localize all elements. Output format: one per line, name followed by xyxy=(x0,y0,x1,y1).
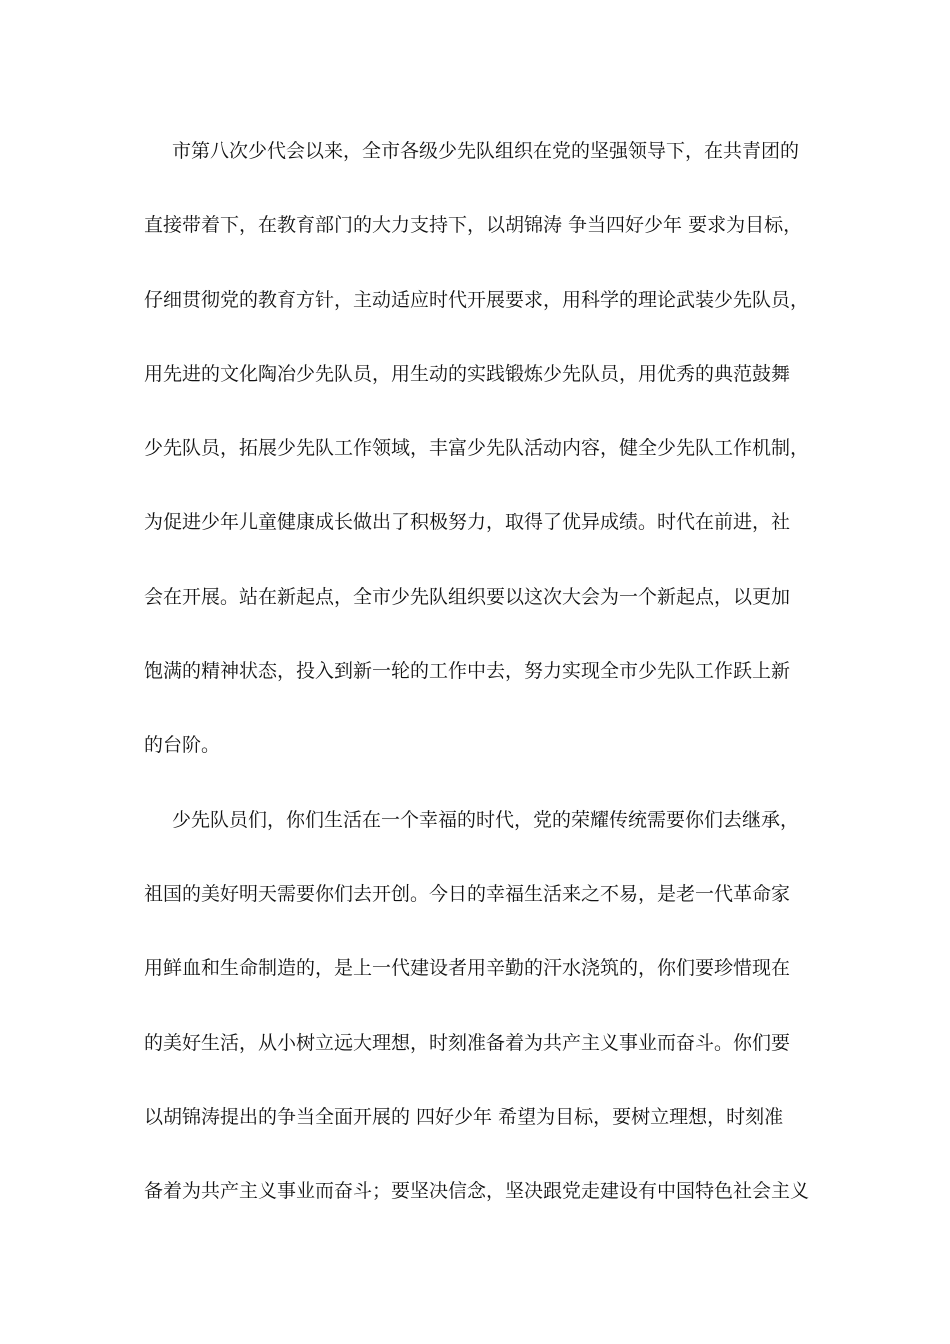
paragraph-2 xyxy=(144,797,810,1243)
paragraph-1 xyxy=(144,128,810,797)
text-line: 少先队员们，你们生活在一个幸福的时代，党的荣耀传统需要你们去继承， xyxy=(172,808,800,831)
text-line: 祖国的美好明天需要你们去开创。今日的幸福生活来之不易，是老一代革命家 xyxy=(144,882,791,905)
text-line: 会在开展。站在新起点，全市少先队组织要以这次大会为一个新起点，以更加 xyxy=(144,585,791,608)
text-line: 市第八次少代会以来，全市各级少先队组织在党的坚强领导下，在共青团的 xyxy=(172,140,800,162)
text-line: 备着为共产主义事业而奋斗；要坚决信念，坚决跟党走建设有中国特色社会主义 xyxy=(144,1180,810,1203)
text-line: 少先队员，拓展少先队工作领域，丰富少先队活动内容，健全少先队工作机制， xyxy=(144,437,810,460)
text-line: 直接带着下，在教育部门的大力支持下，以胡锦涛 争当四好少年 要求为目标， xyxy=(144,214,803,237)
text-line: 用先进的文化陶冶少先队员，用生动的实践锻炼少先队员，用优秀的典范鼓舞 xyxy=(144,362,791,385)
text-line: 用鲜血和生命制造的，是上一代建设者用辛勤的汗水浇筑的，你们要珍惜现在 xyxy=(144,957,791,980)
body-text xyxy=(144,128,810,1242)
text-line: 饱满的精神状态，投入到新一轮的工作中去，努力实现全市少先队工作跃上新 xyxy=(144,660,791,683)
text-line: 仔细贯彻党的教育方针，主动适应时代开展要求，用科学的理论武装少先队员， xyxy=(144,288,810,311)
text-line: 为促进少年儿童健康成长做出了积极努力，取得了优异成绩。时代在前进，社 xyxy=(144,511,791,534)
text-line: 的台阶。 xyxy=(144,734,221,757)
text-line: 的美好生活，从小树立远大理想，时刻准备着为共产主义事业而奋斗。你们要 xyxy=(144,1031,791,1054)
text-line: 以胡锦涛提出的争当全面开展的 四好少年 希望为目标，要树立理想，时刻准 xyxy=(144,1105,784,1128)
